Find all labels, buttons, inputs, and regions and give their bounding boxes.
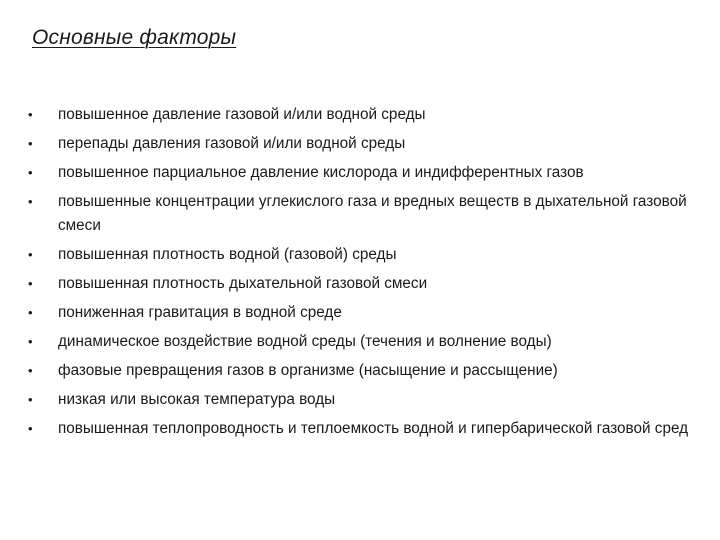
list-item xyxy=(28,359,698,383)
list-item xyxy=(28,161,698,185)
bullet-icon: • xyxy=(28,304,33,320)
list-item xyxy=(28,417,698,441)
list-item xyxy=(28,388,698,412)
bullet-icon: • xyxy=(28,333,33,349)
list-item-text: повышенная теплопроводность и теплоемкость водной и гипербарической газовой сред xyxy=(58,419,689,437)
list-item-text: повышенная плотность водной (газовой) среды xyxy=(58,245,397,263)
bullet-icon: • xyxy=(28,362,33,378)
list-item-text: перепады давления газовой и/или водной среды xyxy=(58,135,406,152)
list-item-text: повышенное давление газовой и/или водной среды xyxy=(58,106,426,123)
bullet-icon: • xyxy=(28,136,33,151)
slide-title: Основные факторы xyxy=(32,26,237,49)
list-item-text: повышенные концентрации углекислого газа и вредных веществ в дыхательной газовой смеси xyxy=(58,193,687,234)
list-item xyxy=(28,272,698,296)
list-item-text: повышенное парциальное давление кислорода и индифферентных газов xyxy=(58,164,584,181)
factor-list xyxy=(28,103,698,446)
list-item-text: повышенная плотность дыхательной газовой смеси xyxy=(58,274,428,292)
list-item-text: фазовые превращения газов в организме (насыщение и рассыщение) xyxy=(58,361,558,379)
bullet-icon: • xyxy=(28,246,33,262)
list-item xyxy=(28,132,698,156)
list-item-text: пониженная гравитация в водной среде xyxy=(58,303,342,321)
bullet-icon: • xyxy=(28,107,33,122)
list-item xyxy=(28,330,698,354)
list-item-text: динамическое воздействие водной среды (течения и волнение воды) xyxy=(58,332,552,350)
list-item xyxy=(28,103,698,127)
bullet-icon: • xyxy=(28,165,33,180)
bullet-icon: • xyxy=(28,275,33,291)
bullet-icon: • xyxy=(28,391,33,407)
list-item-text: низкая или высокая температура воды xyxy=(58,390,336,408)
list-item xyxy=(28,301,698,325)
list-item xyxy=(28,243,698,267)
list-item xyxy=(28,190,698,237)
bullet-icon: • xyxy=(28,194,33,209)
bullet-icon: • xyxy=(28,420,33,436)
